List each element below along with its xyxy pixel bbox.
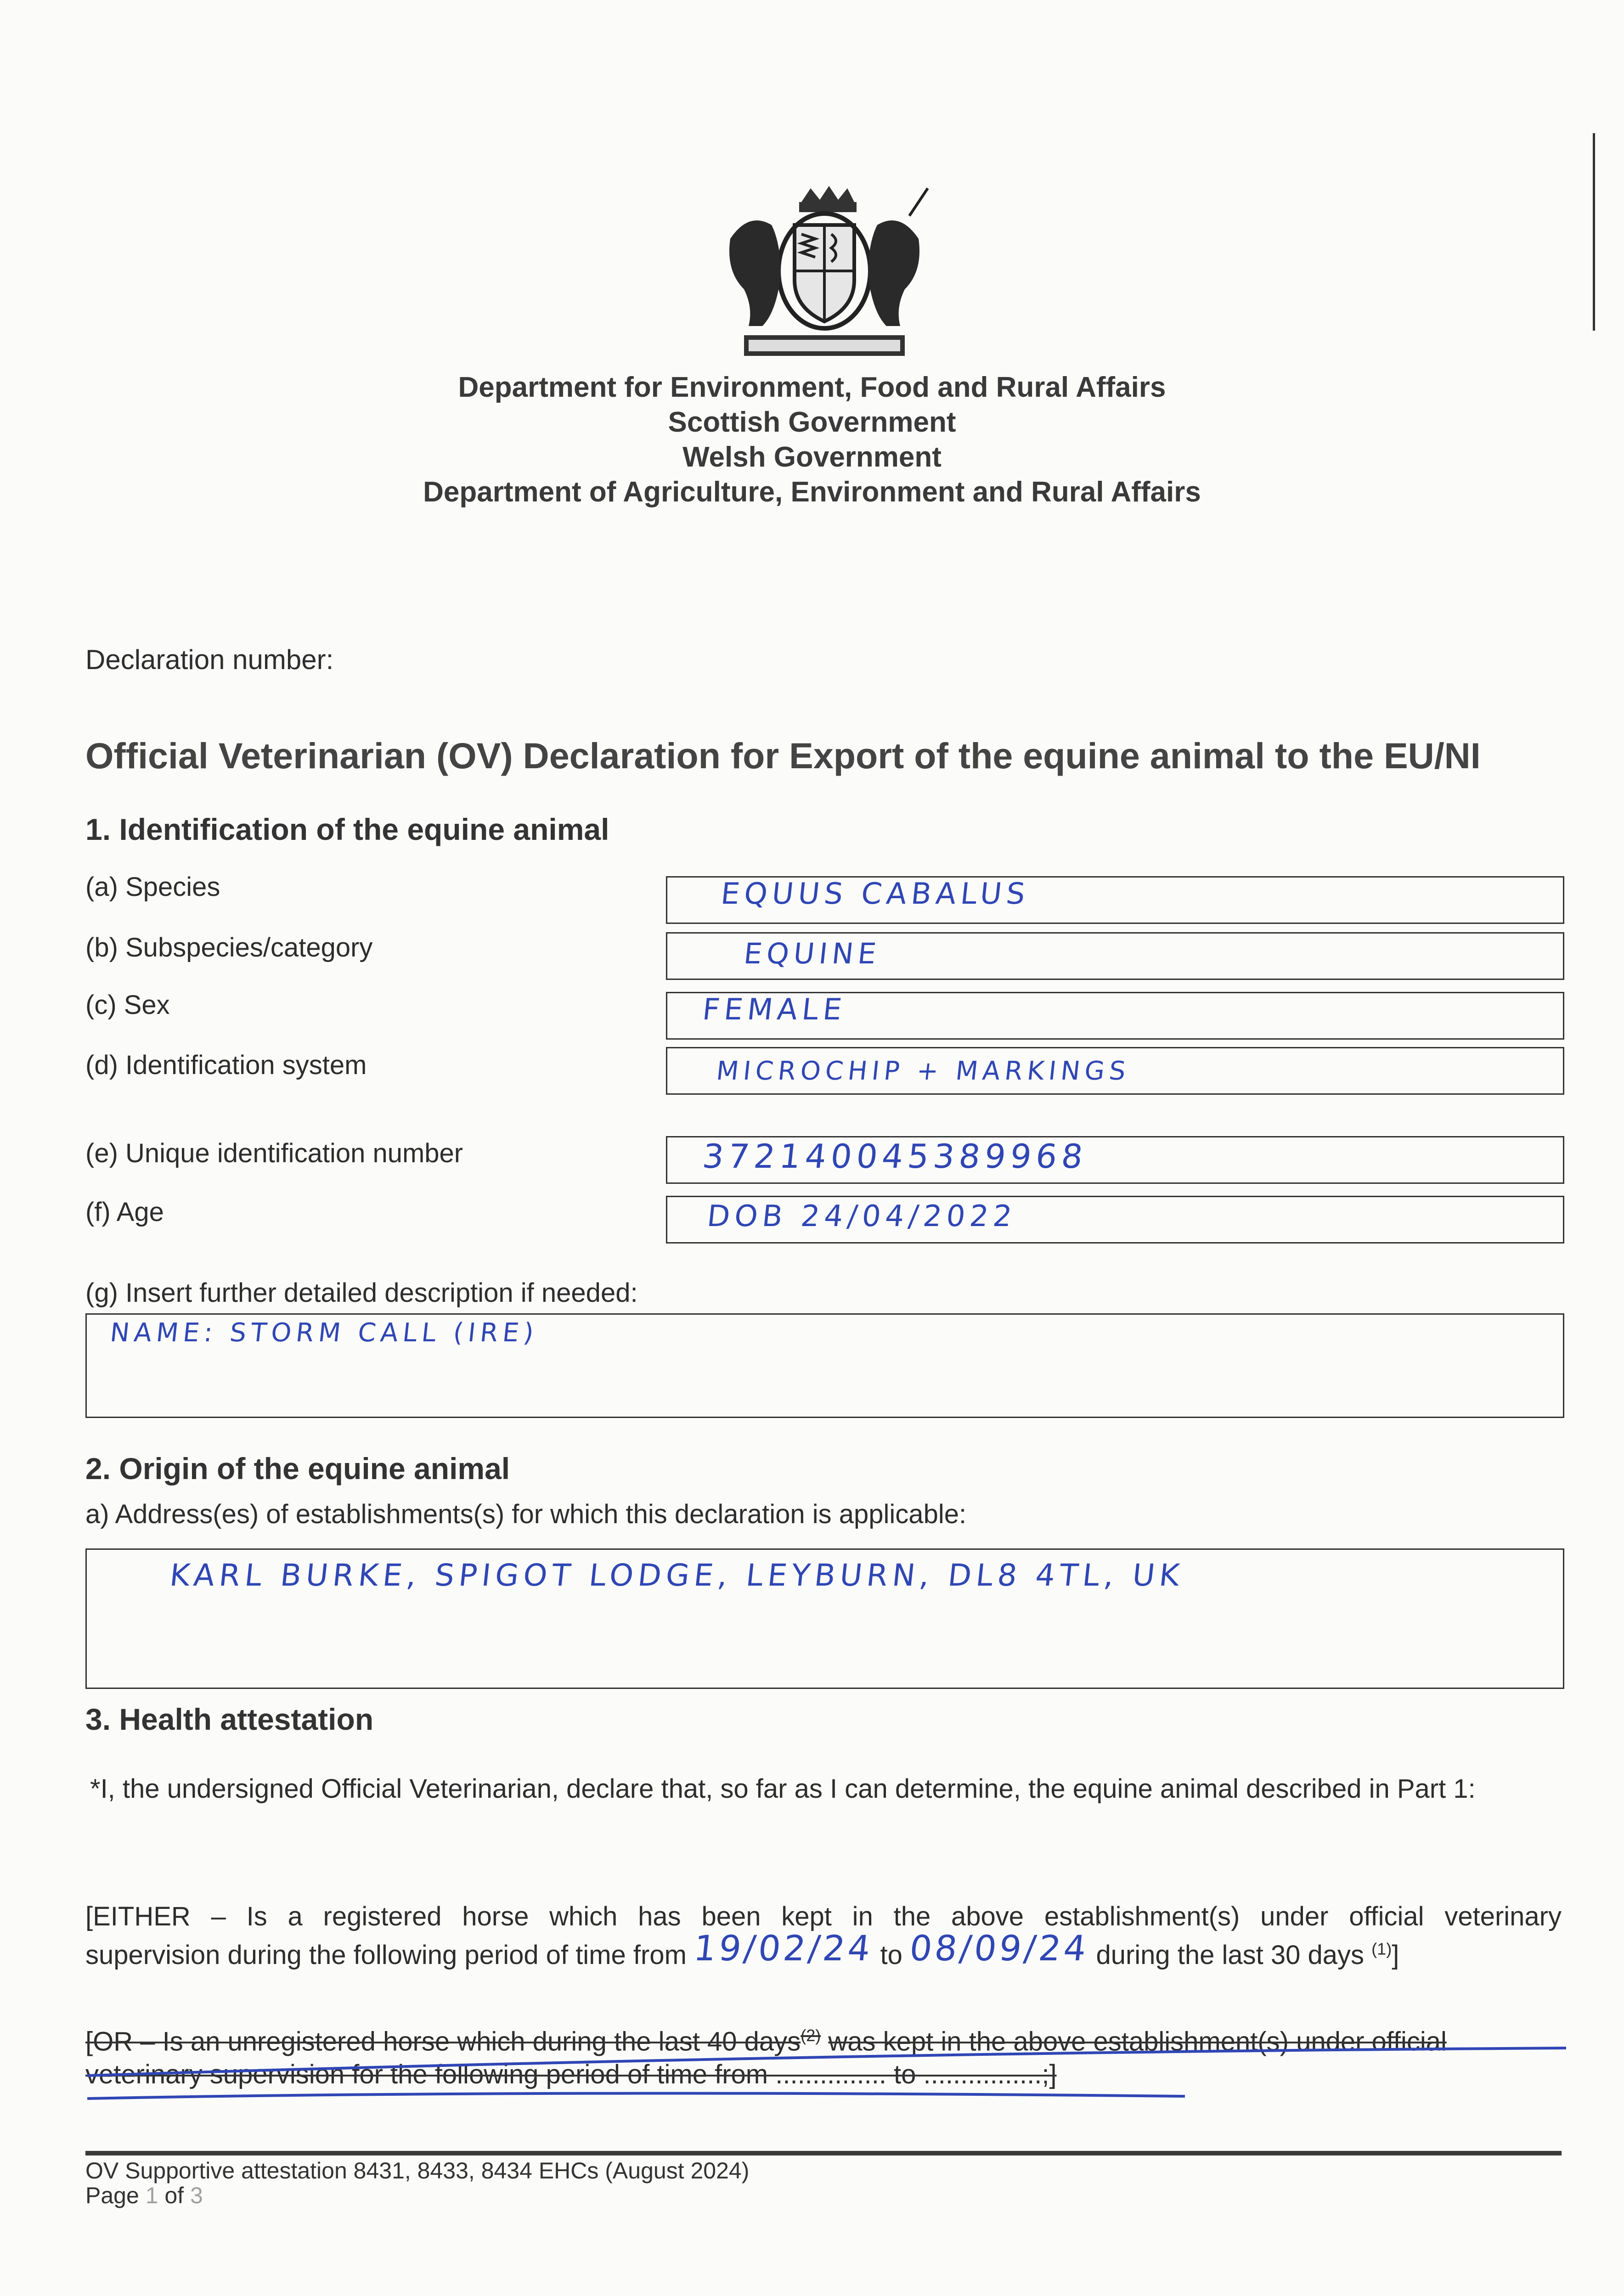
- or-clause-text: [OR – Is an unregistered horse which during the last 40 days: [85, 2026, 801, 2057]
- subspecies-value: EQUINE: [742, 937, 883, 970]
- either-close-bracket: ]: [1392, 1940, 1399, 1970]
- age-label: (f) Age: [85, 1197, 164, 1227]
- page-current: 1: [145, 2183, 158, 2208]
- address-value: KARL BURKE, SPIGOT LODGE, LEYBURN, DL8 4TL, UK: [168, 1558, 1186, 1593]
- declaration-number-label: Declaration number:: [85, 644, 334, 675]
- page-of: of: [164, 2183, 184, 2208]
- page-number: [85, 2182, 203, 2209]
- either-clause-text: supervision during the following period of time from: [85, 1940, 687, 1970]
- either-clause-line-1: [EITHER – Is a registered horse which has been kept in the above establishment(s) under official veterinary: [85, 1902, 1562, 1931]
- department-name: Welsh Government: [682, 441, 942, 473]
- unique-id-label: (e) Unique identification number: [85, 1138, 463, 1168]
- or-footnote-ref: (2): [801, 2026, 821, 2045]
- or-clause-text-b: was kept in the above establishment(s) under official: [828, 2026, 1447, 2057]
- subspecies-label: (b) Subspecies/category: [85, 933, 373, 962]
- document-title: Official Veterinarian (OV) Declaration for Export of the equine animal to the EU/NI: [85, 735, 1481, 776]
- either-from-date[interactable]: 19/02/24: [692, 1928, 875, 1969]
- identification-system-label: (d) Identification system: [85, 1050, 367, 1080]
- further-description-label: (g) Insert further detailed description if needed:: [85, 1278, 638, 1308]
- species-label: (a) Species: [85, 872, 220, 902]
- either-period-text: during the last 30 days: [1096, 1940, 1365, 1970]
- page-total: 3: [190, 2183, 203, 2208]
- sex-value: FEMALE: [701, 993, 848, 1027]
- either-clause-line-2: [85, 1928, 1399, 1972]
- section-2-heading: 2. Origin of the equine animal: [85, 1452, 510, 1486]
- sex-label: (c) Sex: [85, 990, 170, 1020]
- royal-coat-of-arms-emblem: [716, 184, 932, 363]
- species-value: EQUUS CABALUS: [719, 877, 1032, 911]
- section-3-heading: 3. Health attestation: [85, 1702, 374, 1736]
- unique-id-value: 372140045389968: [700, 1137, 1089, 1176]
- footer-attestation: OV Supportive attestation 8431, 8433, 8434 EHCs (August 2024): [85, 2158, 750, 2183]
- age-value: DOB 24/04/2022: [705, 1199, 1018, 1233]
- identification-system-value: MICROCHIP + MARKINGS: [715, 1056, 1132, 1086]
- either-to-word: to: [880, 1940, 902, 1970]
- section-1-heading: 1. Identification of the equine animal: [85, 812, 609, 846]
- or-clause-strike-mark: [83, 2039, 1571, 2103]
- scan-edge-line: [1593, 133, 1595, 331]
- either-to-date[interactable]: 08/09/24: [908, 1928, 1091, 1969]
- further-description-value: NAME: STORM CALL (IRE): [108, 1318, 540, 1348]
- footer-rule: [85, 2151, 1562, 2155]
- page-prefix: Page: [85, 2183, 139, 2208]
- department-name: Department of Agriculture, Environment and Rural Affairs: [423, 476, 1201, 508]
- or-clause-line-2: veterinary supervision for the following period of time from ............... to ................;]: [85, 2060, 1057, 2089]
- either-footnote-ref: (1): [1371, 1939, 1392, 1958]
- department-name: Department for Environment, Food and Rural Affairs: [458, 371, 1166, 403]
- department-name: Scottish Government: [668, 406, 956, 438]
- health-attestation-intro: *I, the undersigned Official Veterinarian, declare that, so far as I can determine, the equine animal described in Part 1:: [90, 1774, 1476, 1804]
- address-label: a) Address(es) of establishments(s) for which this declaration is applicable:: [85, 1499, 967, 1529]
